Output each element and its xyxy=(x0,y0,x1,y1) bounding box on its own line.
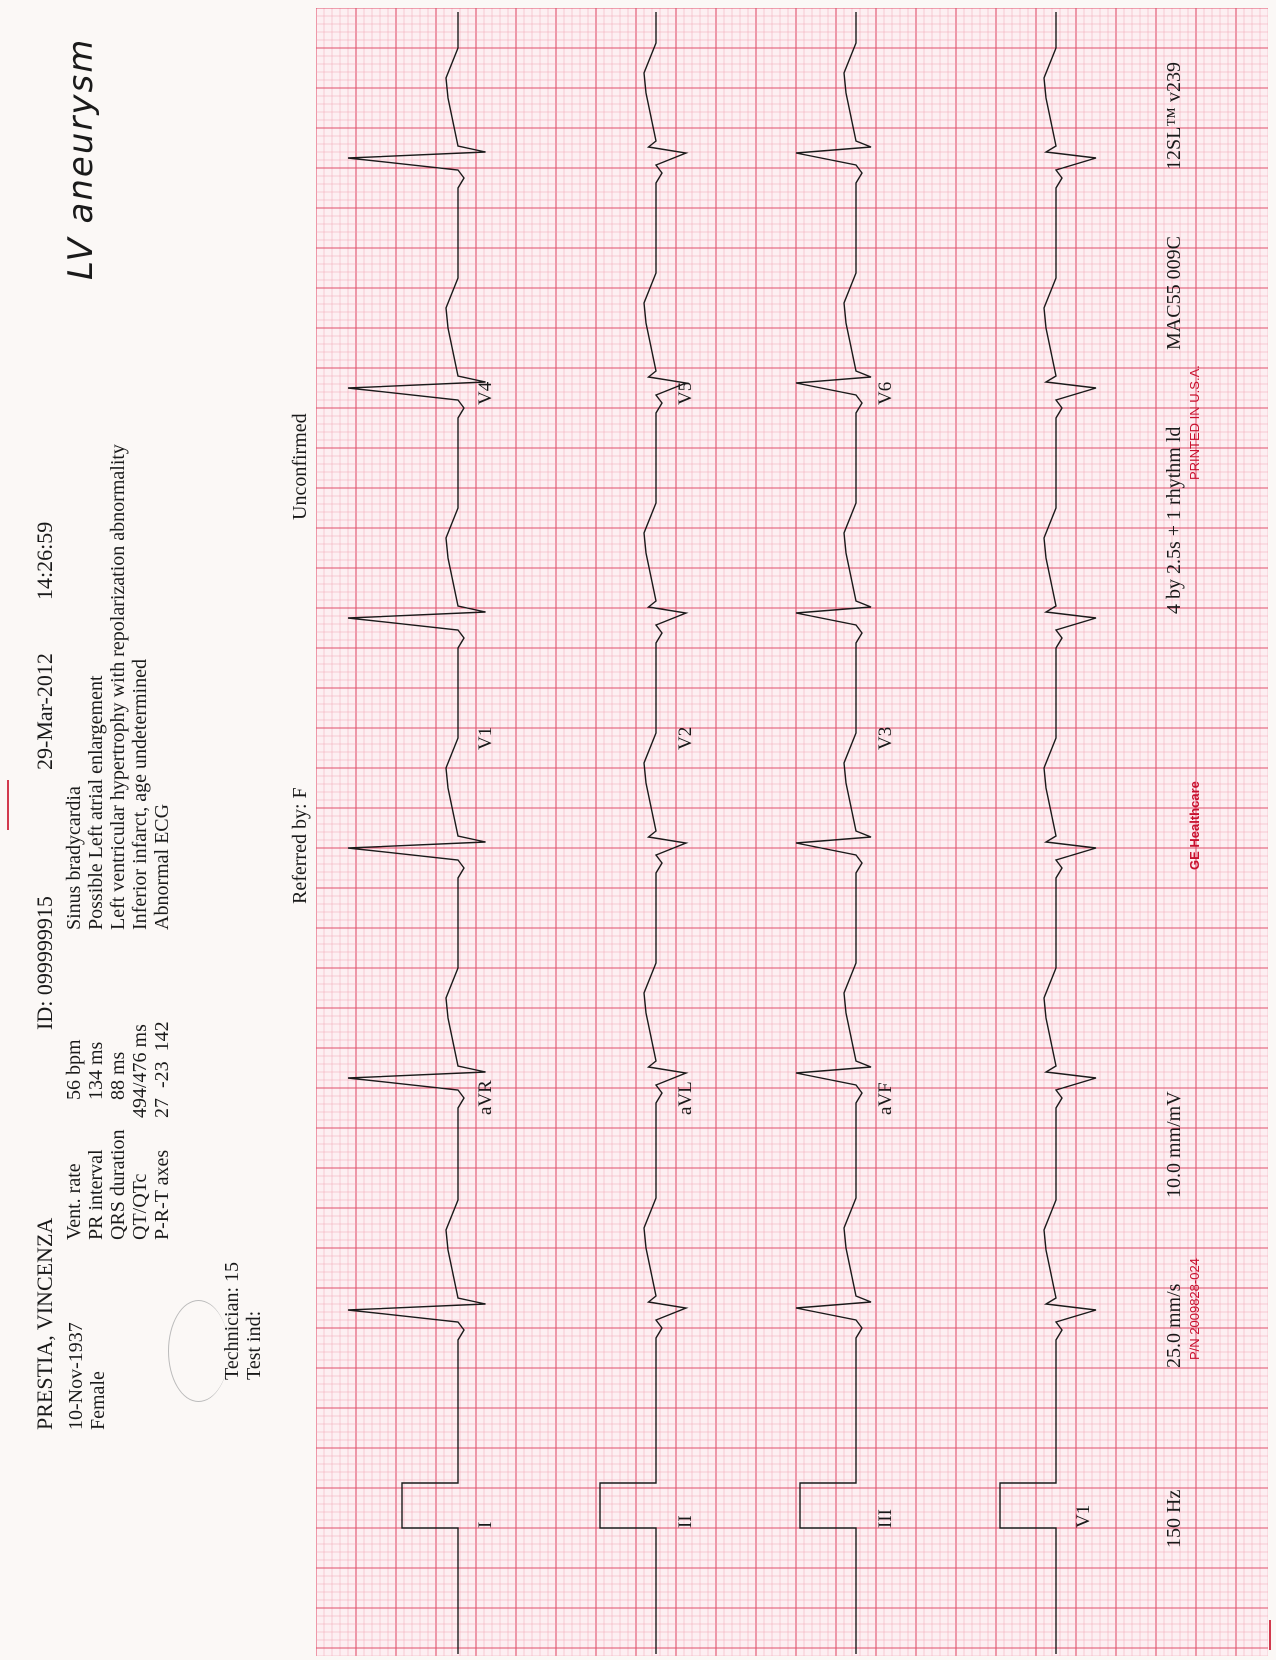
interpretation-line: Sinus bradycardia xyxy=(63,786,85,930)
interpretation-line: Abnormal ECG xyxy=(151,803,173,930)
report-status: Unconfirmed xyxy=(289,413,311,520)
interpretation-line: Left ventricular hypertrophy with repolarization abnormality xyxy=(107,444,129,930)
lead-label-iii: III xyxy=(875,1509,896,1528)
patient-id: ID: 099999915 xyxy=(32,896,57,1030)
measurement-label: QT/QTc xyxy=(129,1173,151,1240)
handwritten-note: LV aneurysm xyxy=(61,37,101,280)
patient-sex: Female xyxy=(87,1371,109,1430)
lead-label-v6: V6 xyxy=(875,381,896,405)
measurement-value: 88 ms xyxy=(107,1051,129,1100)
lead-label-v2: V2 xyxy=(675,726,696,750)
measurement-label: Vent. rate xyxy=(63,1163,85,1240)
interpretation-line: Possible Left atrial enlargement xyxy=(85,675,107,930)
lead-label-avl: aVL xyxy=(675,1081,696,1115)
footer-version: 12SL™ v239 xyxy=(1163,62,1185,170)
technician: Technician: 15 xyxy=(221,1262,243,1380)
patient-dob: 10-Nov-1937 xyxy=(65,1322,87,1430)
footer-device: MAC55 009C xyxy=(1163,236,1185,350)
part-number: P/N 2009828-024 xyxy=(1187,1258,1202,1360)
footer-speed: 25.0 mm/s xyxy=(1163,1283,1185,1368)
lead-label-v4: V4 xyxy=(475,381,496,405)
lead-label-i: I xyxy=(475,1521,496,1528)
printed-label: PRINTED IN U.S.A. xyxy=(1187,365,1202,480)
lead-label-avf: aVF xyxy=(875,1082,896,1115)
measurement-label: P-R-T axes xyxy=(151,1149,173,1240)
lead-label-avr: aVR xyxy=(475,1080,496,1115)
patient-name: PRESTIA, VINCENZA xyxy=(32,1217,57,1430)
brand-label: GE Healthcare xyxy=(1187,781,1202,870)
measurement-value: 134 ms xyxy=(85,1041,107,1100)
footer-format: 4 by 2.5s + 1 rhythm ld xyxy=(1163,426,1185,614)
footer-filter: 150 Hz xyxy=(1163,1489,1185,1548)
measurement-value: 494/476 ms xyxy=(129,1024,151,1118)
measurement-label: QRS duration xyxy=(107,1129,129,1240)
exam-date: 29-Mar-2012 xyxy=(32,653,57,770)
footer-gain: 10.0 mm/mV xyxy=(1163,1091,1185,1198)
lead-label-v5: V5 xyxy=(675,381,696,405)
interpretation-line: Inferior infarct, age undetermined xyxy=(129,659,151,930)
test-indication: Test ind: xyxy=(243,1310,265,1380)
measurement-value: 27 -23 142 xyxy=(151,1021,173,1118)
referred-by: Referred by: F xyxy=(289,787,311,904)
lead-label-v3: V3 xyxy=(875,726,896,750)
lead-label-ii: II xyxy=(675,1515,696,1528)
exam-time: 14:26:59 xyxy=(32,521,57,600)
lead-label-rhythm-v1: V1 xyxy=(1073,1504,1094,1528)
lead-label-v1: V1 xyxy=(475,726,496,750)
measurement-label: PR interval xyxy=(85,1149,107,1240)
measurement-value: 56 bpm xyxy=(63,1039,85,1100)
